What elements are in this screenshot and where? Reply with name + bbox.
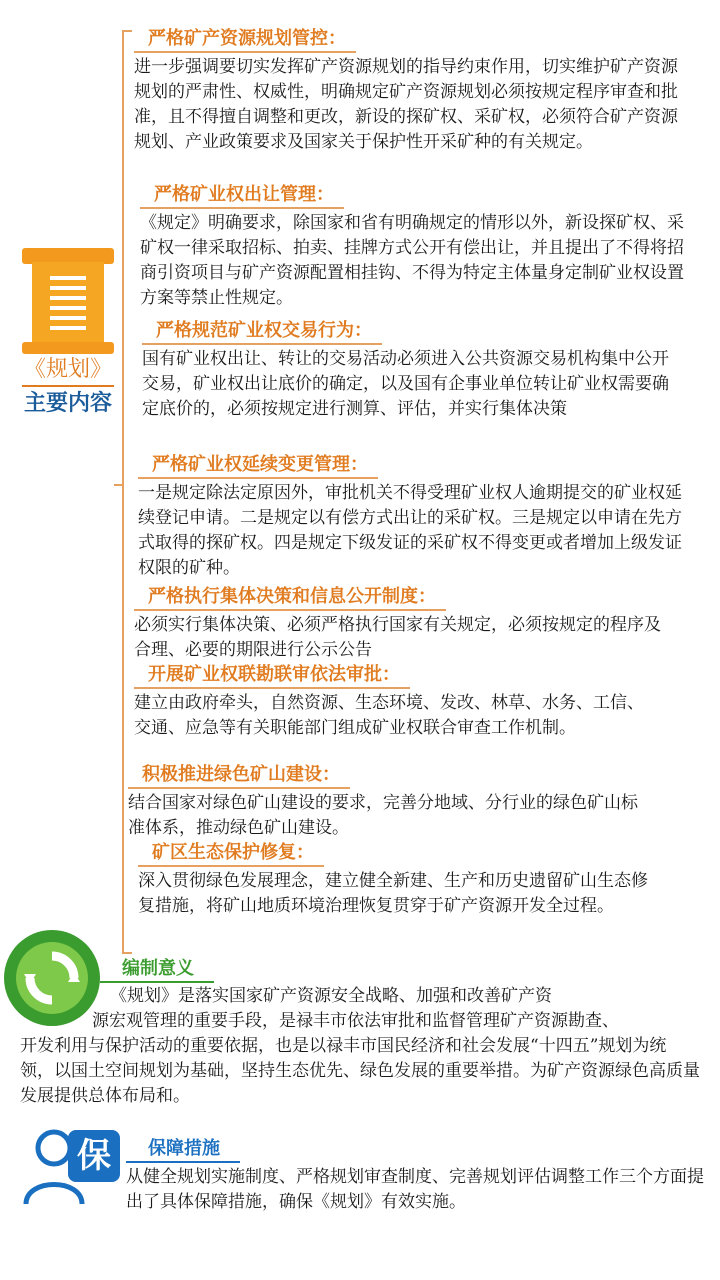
section-extension-change: [138, 454, 686, 581]
section-title: 开展矿业权联勘联审依法审批：: [134, 664, 410, 689]
significance-title: 编制意义: [100, 958, 214, 983]
measures-title: 保障措施: [126, 1138, 240, 1163]
label-main-content: 主要内容: [23, 390, 112, 416]
section-collective-decision: [134, 586, 674, 663]
section-title: 严格矿产资源规划管控：: [134, 28, 356, 53]
section-body: 必须实行集体决策、必须严格执行国家有关规定，必须按规定的程序及合理、必要的期限进行公示公告: [134, 615, 661, 660]
bao-character: 保: [77, 1136, 111, 1176]
section-title: 积极推进绿色矿山建设：: [128, 764, 350, 789]
section-title: 矿区生态保护修复：: [138, 842, 324, 867]
section-title: 严格矿业权出让管理：: [140, 184, 344, 209]
measures-section: [126, 1138, 710, 1215]
section-plan-control: [134, 28, 682, 155]
significance-body: 《规划》是落实国家矿产资源安全战略、加强和改善矿产资 源宏观管理的重要手段，是禄丰市依法审批和监督管理矿产资源勘查、 开发利用与保护活动的重要依据，也是以禄丰市国民经济和社会发展“十四五”规划为统领，以国土空间规划为基础，坚持生态优先、绿色发展的重要举措。为矿产资源绿色高质量发展提供总体布局和。: [20, 986, 700, 1106]
section-body: 深入贯彻绿色发展理念，建立健全新建、生产和历史遗留矿山生态修复措施，将矿山地质环境治理恢复贯穿于矿产资源开发全过程。: [138, 871, 648, 916]
significance-section: [100, 958, 706, 983]
section-body: 建立由政府牵头，自然资源、生态环境、发改、林草、水务、工信、交通、应急等有关职能部门组成矿业权联合审查工作机制。: [134, 693, 644, 738]
section-body: 进一步强调要切实发挥矿产资源规划的指导约束作用，切实维护矿产资源规划的严肃性、权威性，明确规定矿产资源规划必须按规定程序审查和批准，且不得擅自调整和更改，新设的探矿权、采矿权，必须符合矿产资源规划、产业政策要求及国家关于保护性开采矿种的有关规定。: [134, 57, 678, 152]
section-body: 国有矿业权出让、转让的交易活动必须进入公共资源交易机构集中公开交易，矿业权出让底价的确定，以及国有企事业单位转让矿业权需要确定底价的，必须按规定进行测算、评估，并实行集体决策: [142, 349, 669, 419]
measures-body: 从健全规划实施制度、严格规划审查制度、完善规划评估调整工作三个方面提出了具体保障措施，确保《规划》有效实施。: [126, 1167, 704, 1212]
guarantee-icon: [20, 1126, 124, 1206]
section-body: 《规定》明确要求，除国家和省有明确规定的情形以外，新设探矿权、采矿权一律采取招标、拍卖、挂牌方式公开有偿出让，并且提出了不得将招商引资项目与矿产资源配置相挂钩、不得为特定主体量身定制矿业权设置方案等禁止性规定。: [140, 213, 684, 308]
section-title: 严格矿业权延续变更管理：: [138, 454, 378, 479]
section-body: 结合国家对绿色矿山建设的要求，完善分地域、分行业的绿色矿山标准体系，推动绿色矿山建设。: [128, 793, 638, 838]
main-content-label: [18, 356, 118, 418]
section-title: 严格规范矿业权交易行为：: [142, 320, 382, 345]
section-title: 严格执行集体决策和信息公开制度：: [134, 586, 446, 611]
section-body: 一是规定除法定原因外，审批机关不得受理矿业权人逾期提交的矿业权延续登记申请。二是规定以有偿方式出让的采矿权。三是规定以申请在先方式取得的探矿权。四是规定下级发证的采矿权不得变更或者增加上级发证权限的矿种。: [138, 483, 682, 578]
section-eco-restoration: [138, 842, 658, 919]
section-green-mine: [128, 764, 648, 841]
section-joint-review: [134, 664, 654, 741]
label-plan: 《规划》: [23, 357, 112, 382]
section-transfer-management: [140, 184, 684, 311]
section-transaction-rules: [142, 320, 682, 422]
